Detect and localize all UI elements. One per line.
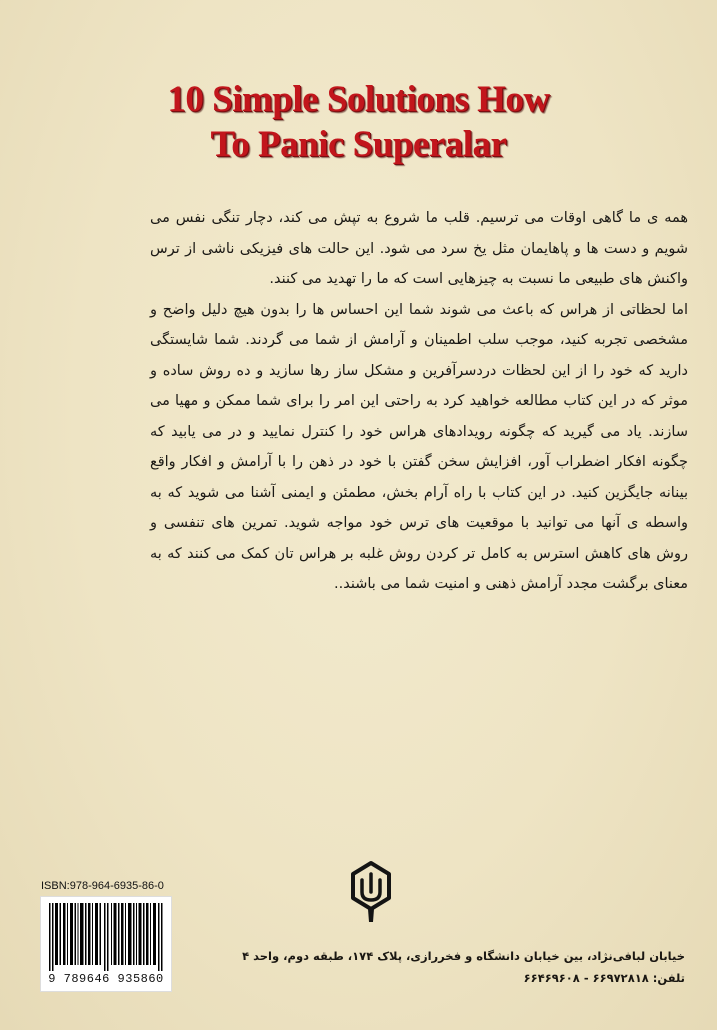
publisher-logo-icon [348,860,394,924]
barcode-digits: 9 789646 935860 [48,972,164,986]
blurb-text [150,203,688,600]
book-title-line-1: 10 Simple Solutions How [167,79,550,120]
barcode [40,896,172,992]
isbn-label: ISBN:978-964-6935-86-0 [41,880,164,892]
address-line: خیابان لبافی‌نژاد، بین خیابان دانشگاه و فخررازی، پلاک ۱۷۴، طبقه دوم، واحد ۴ [242,949,685,963]
book-title-line-2: To Panic Superalar [210,124,507,165]
publisher-address [205,945,685,989]
blurb-paragraph-2: اما لحظاتی از هراس که باعث می شوند شما این احساس ها را بدون هیچ دلیل واضح و مشخصی تجربه کنید، موجب سلب اطمینان و آرامش از شما می گردند. شما شایستگی دارید که خود را از این لحظات دردسرآفرین و مشکل ساز رها سازید و ده روش ساده و موثر که در این کتاب مطالعه خواهید کرد به راحتی این امر را برای شما ممکن و مهیا می سازند. یاد می گیرید که چگونه رویدادهای هراس خود را کنترل نمایید و در می یابید که چگونه افکار اضطراب آور، افزایش سخن گفتن با خود در ذهن را با آرامش و افکار واقع بینانه جایگزین کنید. در این کتاب با راه آرام بخش، مطمئن و ایمنی آشنا می شوید که به واسطه ی آنها می توانید با موقعیت های ترس خود مواجه شوید. تمرین های تنفسی و روش های کاهش استرس به کامل تر کردن روش غلبه بر هراس تان کمک می کنند که به معنای برگشت مجدد آرامش ذهنی و امنیت شما می باشند.. [150,301,688,592]
phone-line: تلفن: ۶۶۹۷۲۸۱۸ - ۶۶۴۶۹۶۰۸ [523,971,685,985]
barcode-bars-icon [49,903,163,971]
blurb-paragraph-1: همه ی ما گاهی اوقات می ترسیم. قلب ما شروع به تپش می کند، دچار تنگی نفس می شویم و دست ها و پاهایمان مثل یخ سرد می شود. این حالت های فیزیکی ناشی از ترس واکنش های طبیعی ما نسبت به چیزهایی است که ما را تهدید می کنند. [150,210,688,287]
